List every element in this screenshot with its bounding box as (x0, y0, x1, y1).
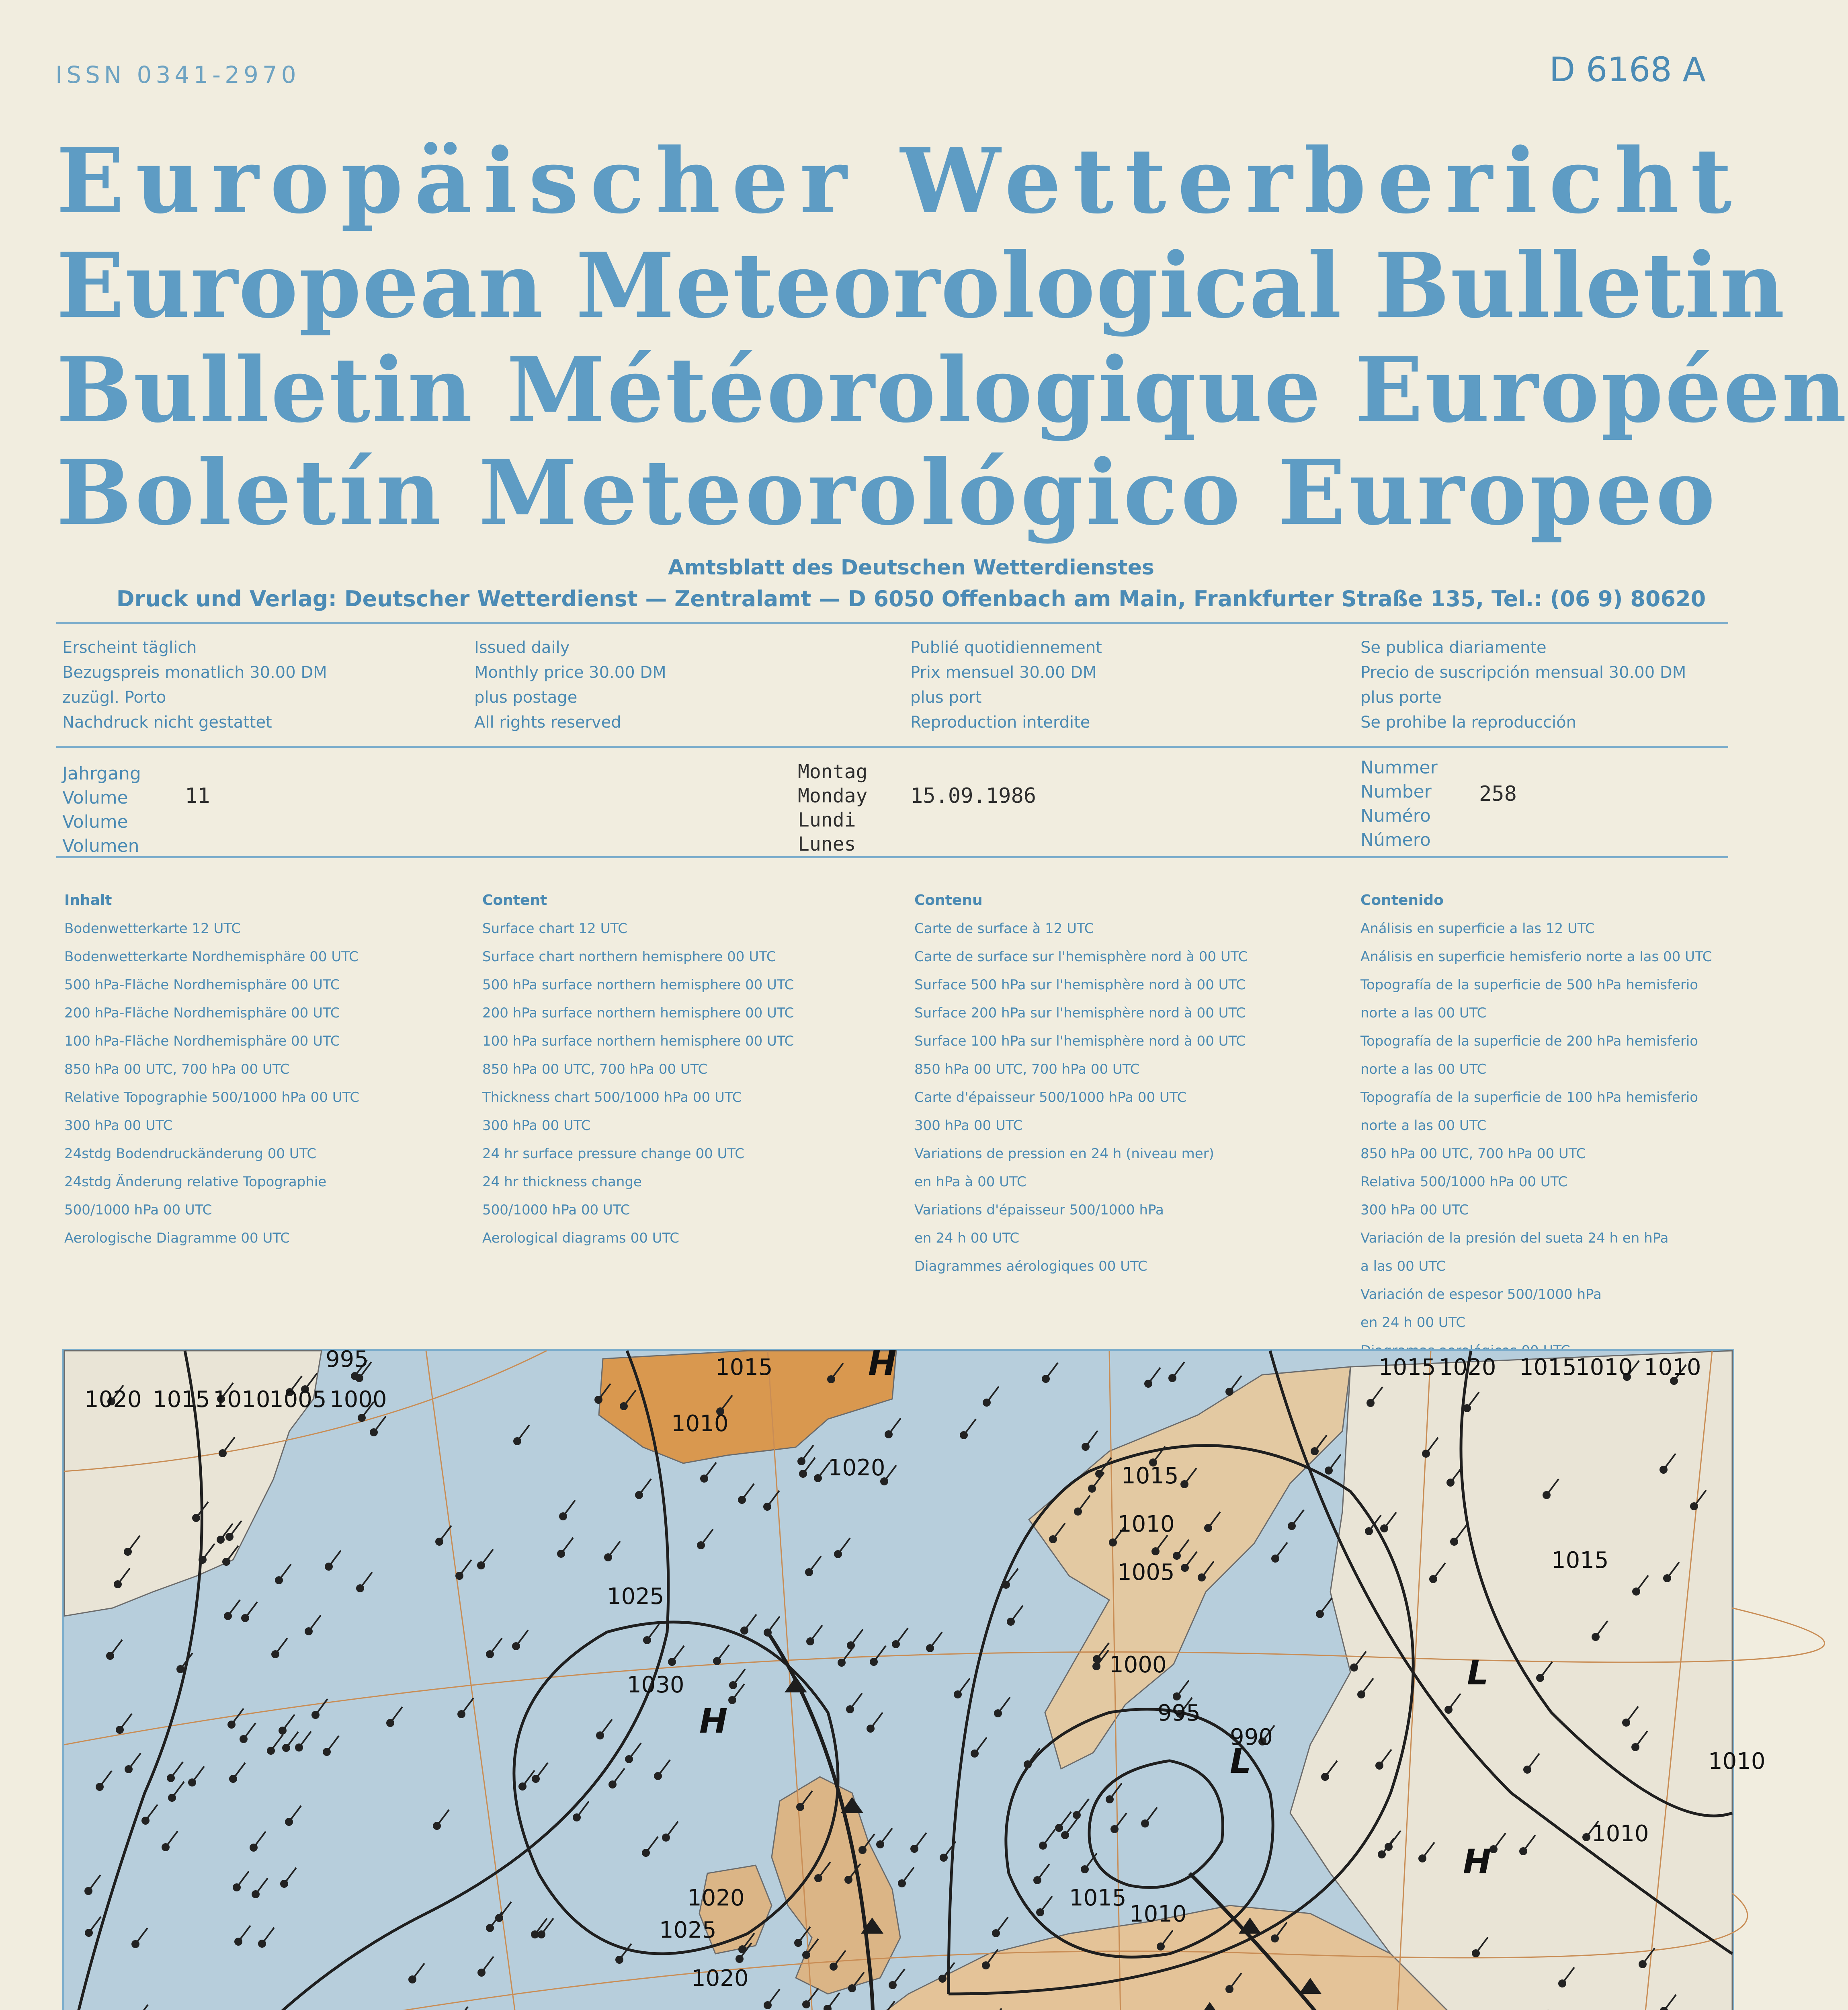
info-line: Se publica diariamente (1360, 638, 1547, 657)
contents-item: Surface 200 hPa sur l'hemisphère nord à 00 UTC (914, 1005, 1246, 1021)
isobar-label: 1025 (607, 1583, 664, 1610)
info-line: Issued daily (474, 638, 570, 657)
isobar-label: 1030 (627, 1672, 684, 1698)
pressure-center-label: L (1230, 1741, 1252, 1781)
contents-item: Topografía de la superficie de 100 hPa hemisferio (1360, 1089, 1698, 1106)
isobar-label: 1015 (1551, 1547, 1609, 1573)
info-line: plus porte (1360, 688, 1442, 707)
publication-info-spanish (1360, 635, 1686, 735)
contents-item: 500/1000 hPa 00 UTC (64, 1202, 212, 1218)
divider (56, 856, 1728, 858)
document-number: D 6168 A (1549, 50, 1706, 89)
weekday-label: Lunes (798, 833, 856, 855)
contents-item: Topografía de la superficie de 500 hPa hemisferio (1360, 977, 1698, 993)
pressure-center-label: H (699, 1701, 728, 1741)
contents-item: a las 00 UTC (1360, 1258, 1446, 1274)
weekday-label: Montag (798, 761, 868, 783)
publication-info-english (474, 635, 666, 735)
title-german: Europäischer Wetterbericht (56, 129, 1743, 234)
isobar-label: 995 (1158, 1700, 1201, 1726)
isobar-label: 1000 (1109, 1652, 1167, 1678)
info-line: plus postage (474, 688, 578, 707)
info-line: Reproduction interdite (910, 713, 1090, 732)
contents-heading: Content (482, 892, 547, 909)
contents-item: Carte de surface à 12 UTC (914, 921, 1094, 937)
isobar-label: 1015 (1379, 1354, 1436, 1380)
isobar-label: 990 (1230, 1724, 1273, 1750)
info-line: plus port (910, 688, 982, 707)
contents-item: Thickness chart 500/1000 hPa 00 UTC (482, 1089, 742, 1106)
isobar-label: 1010 (1644, 1354, 1701, 1380)
title-english: European Meteorological Bulletin (56, 234, 1786, 338)
info-line: Nachdruck nicht gestattet (62, 713, 272, 732)
number-label: Número (1360, 830, 1431, 850)
weather-chart-svg (64, 1343, 1766, 2010)
contents-item: Surface chart 12 UTC (482, 921, 628, 937)
contents-german (64, 886, 359, 1252)
divider (56, 622, 1728, 624)
title-french: Bulletin Météorologique Européen (56, 338, 1848, 443)
contents-item: 200 hPa-Fläche Nordhemisphäre 00 UTC (64, 1005, 340, 1021)
contents-spanish (1360, 886, 1712, 1365)
contents-item: 500 hPa-Fläche Nordhemisphäre 00 UTC (64, 977, 340, 993)
issue-date: 15.09.1986 (910, 784, 1037, 808)
isobar-label: 1020 (687, 1885, 745, 1911)
isobar-label: 1015 (715, 1354, 773, 1380)
contents-item: 100 hPa-Fläche Nordhemisphäre 00 UTC (64, 1033, 340, 1049)
info-line: Erscheint täglich (62, 638, 197, 657)
volume-label: Jahrgang (62, 763, 141, 784)
contents-item: norte a las 00 UTC (1360, 1061, 1487, 1077)
contents-item: 850 hPa 00 UTC, 700 hPa 00 UTC (1360, 1146, 1586, 1162)
isobar-label: 1010 (1592, 1821, 1649, 1847)
official-gazette-line: Amtsblatt des Deutschen Wetterdienstes (668, 556, 1154, 580)
publisher-line: Druck und Verlag: Deutscher Wetterdienst — Zentralamt — D 6050 Offenbach am Main, Frankfurter Straße 135, Tel.: (06 9) 80620 (116, 586, 1706, 611)
info-line: zuzügl. Porto (62, 688, 166, 707)
issn-number: ISSN 0341-2970 (55, 61, 300, 88)
volume-labels (62, 762, 141, 858)
contents-item: 300 hPa 00 UTC (64, 1118, 173, 1134)
info-line: Publié quotidiennement (910, 638, 1102, 657)
contents-item: Carte d'épaisseur 500/1000 hPa 00 UTC (914, 1089, 1187, 1106)
contents-item: Surface 100 hPa sur l'hemisphère nord à 00 UTC (914, 1033, 1246, 1049)
contents-item: Aerological diagrams 00 UTC (482, 1230, 680, 1246)
contents-item: Aerologische Diagramme 00 UTC (64, 1230, 290, 1246)
surface-weather-map (62, 1343, 1766, 2010)
contents-item: norte a las 00 UTC (1360, 1118, 1487, 1134)
isobar-label: 1000 (330, 1386, 387, 1413)
info-line: All rights reserved (474, 713, 621, 732)
contents-item: Bodenwetterkarte 12 UTC (64, 921, 241, 937)
info-line: Monthly price 30.00 DM (474, 663, 666, 682)
contents-item: Surface 500 hPa sur l'hemisphère nord à 00 UTC (914, 977, 1246, 993)
contents-item: Análisis en superficie a las 12 UTC (1360, 921, 1595, 937)
contents-item: Bodenwetterkarte Nordhemisphäre 00 UTC (64, 949, 359, 965)
contents-item: Variations d'épaisseur 500/1000 hPa (914, 1202, 1164, 1218)
isobar-label: 1015 (1121, 1463, 1179, 1489)
weekday-labels (798, 760, 867, 856)
isobar-label: 1020 (84, 1386, 142, 1413)
isobar-label: 1005 (269, 1386, 327, 1413)
contents-item: 200 hPa surface northern hemisphere 00 UTC (482, 1005, 794, 1021)
number-label: Numéro (1360, 806, 1431, 826)
volume-value: 11 (185, 784, 210, 808)
contents-item: 24stdg Änderung relative Topographie (64, 1174, 327, 1190)
weekday-label: Monday (798, 785, 868, 807)
number-labels (1360, 756, 1438, 852)
contents-item: 24 hr thickness change (482, 1174, 642, 1190)
contents-item: 24 hr surface pressure change 00 UTC (482, 1146, 744, 1162)
weekday-label: Lundi (798, 809, 856, 831)
divider (56, 746, 1728, 748)
contents-item: Topografía de la superficie de 200 hPa hemisferio (1360, 1033, 1698, 1049)
contents-item: norte a las 00 UTC (1360, 1005, 1487, 1021)
isobar-label: 1010 (671, 1411, 729, 1437)
contents-item: Surface chart northern hemisphere 00 UTC (482, 949, 776, 965)
contents-item: Variations de pression en 24 h (niveau mer) (914, 1146, 1214, 1162)
isobar-label: 1005 (1117, 1559, 1175, 1585)
isobar-label: 1015 (1519, 1354, 1577, 1380)
pressure-center-label: L (1467, 1653, 1489, 1692)
isobar-label: 1015 (1069, 1885, 1127, 1911)
isobar-label: 1010 (1708, 1748, 1766, 1774)
publication-info-french (910, 635, 1102, 735)
contents-heading: Inhalt (64, 892, 112, 909)
info-line: Bezugspreis monatlich 30.00 DM (62, 663, 327, 682)
contents-item: Relativa 500/1000 hPa 00 UTC (1360, 1174, 1568, 1190)
contents-item: Variación de espesor 500/1000 hPa (1360, 1286, 1602, 1302)
contents-item: 300 hPa 00 UTC (482, 1118, 591, 1134)
contents-item: 300 hPa 00 UTC (914, 1118, 1023, 1134)
contents-item: 300 hPa 00 UTC (1360, 1202, 1469, 1218)
contents-item: Diagrammes aérologiques 00 UTC (914, 1258, 1147, 1274)
info-line: Precio de suscripción mensual 30.00 DM (1360, 663, 1686, 682)
contents-heading: Contenu (914, 892, 983, 909)
contents-heading: Contenido (1360, 892, 1444, 909)
isobar-label: 1010 (1576, 1354, 1633, 1380)
contents-item: 500/1000 hPa 00 UTC (482, 1202, 630, 1218)
contents-item: 850 hPa 00 UTC, 700 hPa 00 UTC (64, 1061, 290, 1077)
isobar-label: 1015 (153, 1386, 210, 1413)
volume-label: Volumen (62, 836, 139, 856)
contents-item: Análisis en superficie hemisferio norte a las 00 UTC (1360, 949, 1712, 965)
title-spanish: Boletín Meteorológico Europeo (56, 441, 1719, 545)
contents-item: en hPa à 00 UTC (914, 1174, 1026, 1190)
volume-label: Volume (62, 788, 128, 808)
isobar-label: 1010 (1117, 1511, 1175, 1537)
contents-item: en 24 h 00 UTC (914, 1230, 1020, 1246)
contents-item: en 24 h 00 UTC (1360, 1315, 1466, 1331)
pressure-center-label: H (1463, 1842, 1492, 1881)
pressure-center-label: H (868, 1343, 897, 1383)
number-label: Nummer (1360, 757, 1438, 778)
isobar-label: 995 (326, 1346, 369, 1372)
info-line: Se prohibe la reproducción (1360, 713, 1576, 732)
info-line: Prix mensuel 30.00 DM (910, 663, 1097, 682)
contents-item: Relative Topographie 500/1000 hPa 00 UTC (64, 1089, 360, 1106)
contents-item: 850 hPa 00 UTC, 700 hPa 00 UTC (914, 1061, 1140, 1077)
contents-item: 100 hPa surface northern hemisphere 00 UTC (482, 1033, 794, 1049)
isobar-label: 1025 (659, 1917, 717, 1943)
number-label: Number (1360, 781, 1432, 802)
contents-french (914, 886, 1248, 1280)
contents-english (482, 886, 794, 1252)
contents-item: Variación de la presión del sueta 24 h en hPa (1360, 1230, 1669, 1246)
contents-item: 850 hPa 00 UTC, 700 hPa 00 UTC (482, 1061, 708, 1077)
contents-item: Carte de surface sur l'hemisphère nord à 00 UTC (914, 949, 1248, 965)
isobar-label: 1020 (828, 1455, 885, 1481)
contents-item: 500 hPa surface northern hemisphere 00 UTC (482, 977, 794, 993)
isobar-label: 1020 (1439, 1354, 1496, 1380)
isobar-label: 1010 (213, 1386, 270, 1413)
publication-info-german (62, 635, 327, 735)
isobar-label: 1020 (691, 1965, 749, 1992)
isobar-label: 1010 (1129, 1901, 1187, 1927)
volume-label: Volume (62, 812, 128, 832)
contents-item: 24stdg Bodendruckänderung 00 UTC (64, 1146, 317, 1162)
issue-number: 258 (1479, 782, 1517, 806)
